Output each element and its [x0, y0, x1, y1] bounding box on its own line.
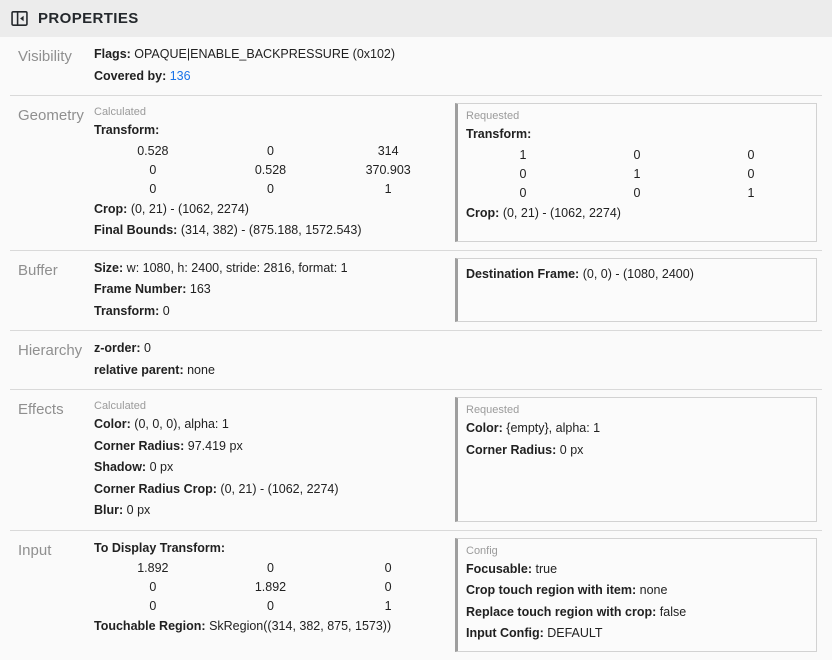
group-caption: Config: [466, 544, 498, 557]
property-key: Flags:: [94, 47, 131, 61]
matrix-cell: 0: [149, 162, 157, 177]
property-key: Transform:: [94, 303, 160, 318]
property-key: relative parent:: [94, 362, 184, 377]
matrix-cell: 1: [633, 166, 641, 181]
crop-property: [466, 203, 808, 225]
property-key: Shadow:: [94, 460, 147, 474]
corner-radius-property: [94, 436, 447, 458]
flags-property: [94, 44, 447, 66]
property-value: 0: [144, 341, 151, 355]
matrix-cell: 0.528: [137, 143, 169, 158]
transform-matrix: [94, 142, 447, 199]
section-label-geometry: Geometry: [18, 107, 84, 124]
matrix-cell: 0: [633, 147, 641, 162]
property-value: 97.419 px: [187, 438, 243, 453]
corner-radius-crop-property: [94, 479, 447, 501]
destination-frame-property: [466, 262, 808, 286]
transform-property: [466, 124, 808, 146]
property-value: (0, 21) - (1062, 2274): [502, 205, 621, 220]
matrix-cell: 1.892: [137, 561, 169, 575]
matrix-cell: 0: [384, 580, 392, 594]
relative-parent-property: [94, 360, 447, 382]
section-input: [10, 531, 822, 660]
property-key: Frame Number:: [94, 282, 187, 296]
property-key: Corner Radius:: [466, 442, 557, 457]
effects-requested-group: [455, 397, 817, 522]
property-key: To Display Transform:: [94, 540, 226, 555]
property-key: Transform:: [466, 127, 532, 141]
buffer-transform-property: [94, 301, 447, 323]
section-effects: [10, 390, 822, 531]
section-buffer: [10, 251, 822, 332]
property-key: Corner Radius Crop:: [94, 481, 217, 496]
property-key: Destination Frame:: [466, 266, 580, 281]
property-key: Crop:: [466, 205, 500, 220]
section-label-visibility: Visibility: [18, 48, 72, 65]
matrix-cell: 0: [519, 185, 527, 200]
panel-title: PROPERTIES: [38, 10, 139, 27]
matrix-cell: 370.903: [365, 162, 411, 177]
crop-property: [94, 199, 447, 221]
transform-matrix: [466, 146, 808, 203]
section-hierarchy: [10, 331, 822, 390]
input-config-group: [455, 538, 817, 652]
group-caption: Calculated: [94, 400, 146, 412]
z-order-property: [94, 338, 447, 360]
matrix-cell: 0.528: [254, 162, 287, 177]
geometry-requested-group: [455, 103, 817, 242]
input-properties: [94, 538, 447, 652]
property-value: (314, 382) - (875.188, 1572.543): [180, 223, 362, 237]
property-value: (0, 21) - (1062, 2274): [220, 481, 339, 496]
blur-property: [94, 500, 447, 522]
property-value: {empty}, alpha: 1: [506, 421, 601, 435]
transform-property: [94, 120, 447, 142]
property-key: Blur:: [94, 503, 124, 517]
property-value: SkRegion((314, 382, 875, 1573)): [209, 619, 392, 633]
matrix-cell: 0: [149, 599, 157, 613]
property-key: z-order:: [94, 341, 141, 355]
property-key: Input Config:: [466, 626, 544, 640]
shadow-property: [94, 457, 447, 479]
matrix-cell: 1.892: [254, 580, 287, 594]
matrix-cell: 1: [384, 181, 392, 196]
focusable-property: [466, 559, 808, 581]
covered-by-property: [94, 66, 447, 88]
property-value: none: [639, 583, 668, 597]
size-property: [94, 258, 447, 280]
properties-header: [0, 0, 832, 37]
property-value: OPAQUE|ENABLE_BACKPRESSURE (0x102): [134, 47, 396, 61]
group-caption: Calculated: [94, 106, 146, 118]
buffer-destination-group: [455, 258, 817, 323]
hierarchy-properties: [94, 338, 447, 381]
property-value: 0 px: [149, 460, 174, 474]
to-display-transform-property: [94, 538, 447, 560]
matrix-cell: 0: [267, 143, 274, 158]
matrix-cell: 0: [747, 166, 755, 181]
property-key: Crop:: [94, 201, 128, 216]
property-value: w: 1080, h: 2400, stride: 2816, format: 1: [126, 260, 348, 275]
split-panel-icon: [10, 9, 29, 28]
matrix-cell: 0: [149, 580, 157, 594]
replace-touch-region-property: [466, 602, 808, 624]
property-value: DEFAULT: [547, 626, 603, 640]
section-visibility: [10, 37, 822, 96]
matrix-cell: 1: [519, 147, 527, 162]
property-value: false: [659, 604, 687, 619]
corner-radius-property: [466, 440, 808, 462]
matrix-cell: 0: [747, 147, 755, 162]
property-value: 0 px: [559, 442, 584, 457]
property-value: (0, 21) - (1062, 2274): [130, 201, 249, 216]
property-key: Corner Radius:: [94, 438, 185, 453]
property-key: Color:: [94, 417, 131, 431]
matrix-cell: 1: [747, 185, 755, 200]
covered-by-link[interactable]: 136: [169, 68, 191, 83]
group-caption: Requested: [466, 110, 520, 122]
property-key: Covered by:: [94, 68, 167, 83]
matrix-cell: 0: [267, 599, 274, 613]
property-value: true: [535, 561, 558, 576]
crop-touch-region-property: [466, 580, 808, 602]
buffer-properties: [94, 258, 447, 323]
matrix-cell: 0: [633, 185, 641, 200]
final-bounds-property: [94, 220, 447, 242]
section-label-hierarchy: Hierarchy: [18, 342, 83, 359]
color-property: [466, 418, 808, 440]
property-value: (0, 0) - (1080, 2400): [582, 266, 694, 281]
property-value: 0 px: [126, 503, 151, 517]
input-config-property: [466, 623, 808, 645]
matrix-cell: 0: [519, 166, 527, 181]
matrix-cell: 0: [267, 561, 274, 575]
property-value: (0, 0, 0), alpha: 1: [134, 417, 229, 431]
properties-body: [0, 37, 832, 660]
property-value: 0: [162, 303, 170, 318]
group-caption: Requested: [466, 404, 520, 416]
section-label-buffer: Buffer: [18, 261, 58, 279]
property-key: Transform:: [94, 123, 160, 137]
matrix-cell: 0: [149, 181, 157, 196]
property-key: Crop touch region with item:: [466, 583, 637, 597]
matrix-cell: 0: [267, 181, 274, 196]
property-value: 163: [189, 282, 211, 296]
transform-matrix: [94, 559, 447, 616]
property-key: Touchable Region:: [94, 619, 206, 633]
touchable-region-property: [94, 616, 447, 638]
property-key: Focusable:: [466, 561, 532, 576]
section-label-input: Input: [18, 541, 52, 559]
property-key: Color:: [466, 421, 503, 435]
geometry-calculated-group: [94, 103, 447, 242]
color-property: [94, 414, 447, 436]
section-geometry: [10, 96, 822, 251]
frame-number-property: [94, 279, 447, 301]
section-label-effects: Effects: [18, 401, 64, 418]
matrix-cell: 0: [384, 561, 392, 575]
property-key: Size:: [94, 260, 124, 275]
effects-calculated-group: [94, 397, 447, 522]
matrix-cell: 314: [377, 143, 399, 158]
property-key: Final Bounds:: [94, 223, 178, 237]
property-value: none: [187, 362, 215, 377]
visibility-properties: [94, 44, 447, 87]
matrix-cell: 1: [384, 599, 392, 613]
property-key: Replace touch region with crop:: [466, 604, 657, 619]
